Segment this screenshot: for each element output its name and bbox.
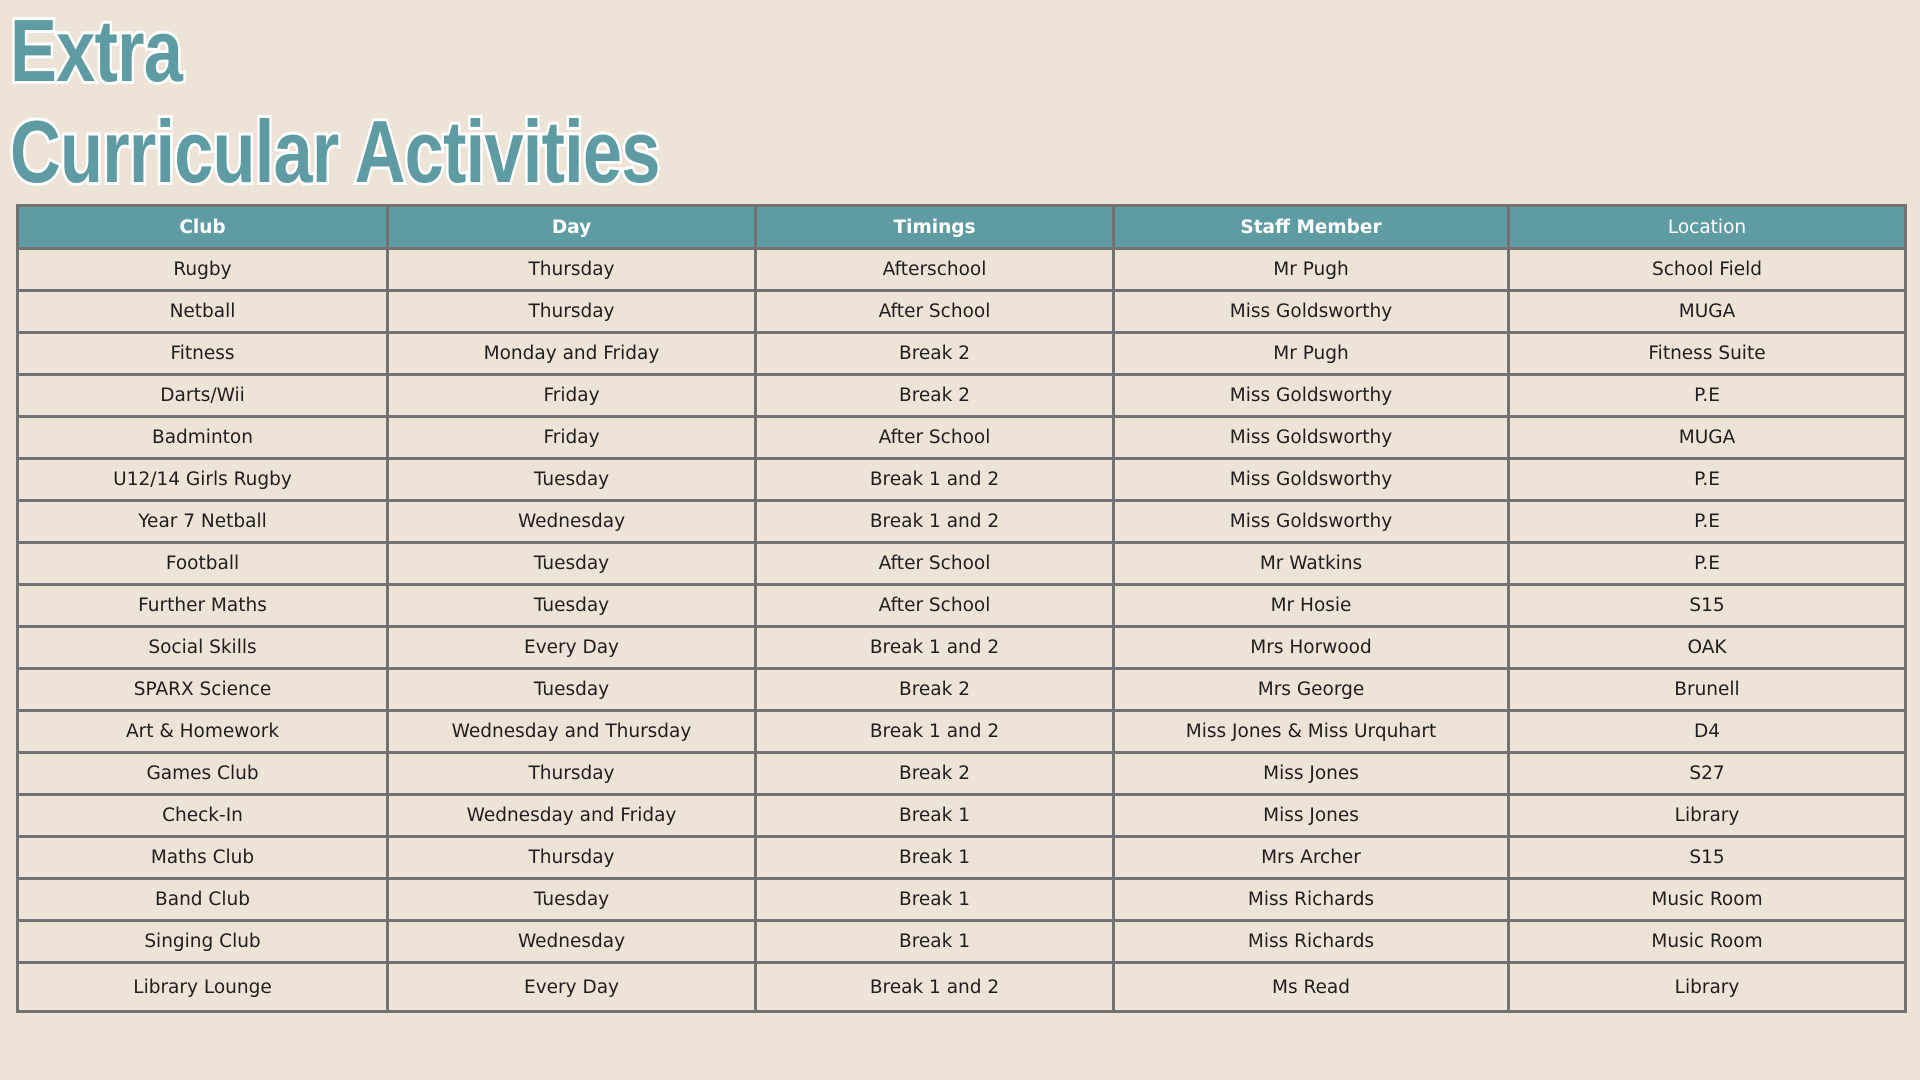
table-row	[18, 795, 1906, 837]
cell-staff-member: Miss Goldsworthy	[1114, 291, 1509, 333]
cell-timings: Break 1 and 2	[756, 501, 1114, 543]
cell-day: Thursday	[388, 837, 756, 879]
table-row	[18, 501, 1906, 543]
table-row	[18, 711, 1906, 753]
cell-club: Art & Homework	[18, 711, 388, 753]
cell-location: MUGA	[1509, 291, 1906, 333]
cell-staff-member: Miss Jones	[1114, 753, 1509, 795]
activities-table	[16, 204, 1907, 1013]
cell-club: Year 7 Netball	[18, 501, 388, 543]
cell-club: Football	[18, 543, 388, 585]
cell-staff-member: Mrs Horwood	[1114, 627, 1509, 669]
table-row	[18, 375, 1906, 417]
cell-day: Wednesday	[388, 921, 756, 963]
cell-location: Library	[1509, 795, 1906, 837]
table-row	[18, 879, 1906, 921]
cell-club: Library Lounge	[18, 963, 388, 1012]
cell-location: S15	[1509, 837, 1906, 879]
cell-timings: Afterschool	[756, 249, 1114, 291]
cell-timings: Break 1	[756, 837, 1114, 879]
cell-staff-member: Mrs Archer	[1114, 837, 1509, 879]
cell-timings: After School	[756, 291, 1114, 333]
cell-location: Music Room	[1509, 921, 1906, 963]
cell-day: Thursday	[388, 291, 756, 333]
cell-timings: Break 2	[756, 669, 1114, 711]
cell-location: P.E	[1509, 459, 1906, 501]
cell-timings: Break 1 and 2	[756, 627, 1114, 669]
cell-location: Fitness Suite	[1509, 333, 1906, 375]
cell-staff-member: Mr Watkins	[1114, 543, 1509, 585]
cell-day: Friday	[388, 417, 756, 459]
cell-staff-member: Miss Jones & Miss Urquhart	[1114, 711, 1509, 753]
table-row	[18, 291, 1906, 333]
header-staff-member: Staff Member	[1114, 206, 1509, 249]
cell-location: School Field	[1509, 249, 1906, 291]
cell-staff-member: Mr Pugh	[1114, 333, 1509, 375]
cell-day: Thursday	[388, 753, 756, 795]
cell-location: Music Room	[1509, 879, 1906, 921]
cell-club: Social Skills	[18, 627, 388, 669]
cell-timings: Break 1	[756, 795, 1114, 837]
cell-staff-member: Ms Read	[1114, 963, 1509, 1012]
cell-timings: Break 1 and 2	[756, 459, 1114, 501]
cell-club: Singing Club	[18, 921, 388, 963]
table-row	[18, 543, 1906, 585]
cell-timings: Break 2	[756, 333, 1114, 375]
cell-staff-member: Miss Goldsworthy	[1114, 459, 1509, 501]
cell-staff-member: Miss Goldsworthy	[1114, 375, 1509, 417]
page-title	[10, 0, 660, 202]
cell-club: Check-In	[18, 795, 388, 837]
cell-staff-member: Miss Jones	[1114, 795, 1509, 837]
table-row	[18, 585, 1906, 627]
table-row	[18, 459, 1906, 501]
cell-staff-member: Miss Richards	[1114, 879, 1509, 921]
cell-location: P.E	[1509, 501, 1906, 543]
cell-timings: After School	[756, 417, 1114, 459]
cell-club: Netball	[18, 291, 388, 333]
cell-club: Games Club	[18, 753, 388, 795]
cell-timings: Break 2	[756, 753, 1114, 795]
table-row	[18, 417, 1906, 459]
cell-location: D4	[1509, 711, 1906, 753]
cell-timings: Break 1	[756, 921, 1114, 963]
cell-location: P.E	[1509, 543, 1906, 585]
cell-day: Tuesday	[388, 459, 756, 501]
cell-location: Library	[1509, 963, 1906, 1012]
cell-club: Badminton	[18, 417, 388, 459]
title-line-1: Extra	[10, 1, 183, 100]
cell-location: MUGA	[1509, 417, 1906, 459]
cell-timings: After School	[756, 585, 1114, 627]
cell-staff-member: Miss Goldsworthy	[1114, 501, 1509, 543]
cell-staff-member: Miss Richards	[1114, 921, 1509, 963]
cell-day: Tuesday	[388, 585, 756, 627]
table-row	[18, 627, 1906, 669]
table-row	[18, 963, 1906, 1012]
cell-day: Tuesday	[388, 543, 756, 585]
cell-staff-member: Miss Goldsworthy	[1114, 417, 1509, 459]
cell-day: Every Day	[388, 963, 756, 1012]
cell-timings: Break 1	[756, 879, 1114, 921]
cell-day: Friday	[388, 375, 756, 417]
cell-location: P.E	[1509, 375, 1906, 417]
header-club: Club	[18, 206, 388, 249]
table-header-row	[18, 206, 1906, 249]
header-timings: Timings	[756, 206, 1114, 249]
table-row	[18, 669, 1906, 711]
header-location: Location	[1509, 206, 1906, 249]
cell-club: Rugby	[18, 249, 388, 291]
cell-staff-member: Mr Pugh	[1114, 249, 1509, 291]
cell-day: Tuesday	[388, 669, 756, 711]
cell-location: Brunell	[1509, 669, 1906, 711]
header-day: Day	[388, 206, 756, 249]
table-row	[18, 921, 1906, 963]
cell-location: S15	[1509, 585, 1906, 627]
cell-day: Wednesday and Thursday	[388, 711, 756, 753]
cell-club: Fitness	[18, 333, 388, 375]
cell-day: Thursday	[388, 249, 756, 291]
table-row	[18, 249, 1906, 291]
cell-day: Every Day	[388, 627, 756, 669]
cell-club: Darts/Wii	[18, 375, 388, 417]
cell-club: Band Club	[18, 879, 388, 921]
cell-day: Wednesday and Friday	[388, 795, 756, 837]
table-row	[18, 753, 1906, 795]
cell-day: Wednesday	[388, 501, 756, 543]
cell-club: U12/14 Girls Rugby	[18, 459, 388, 501]
cell-timings: Break 2	[756, 375, 1114, 417]
cell-staff-member: Mrs George	[1114, 669, 1509, 711]
cell-timings: Break 1 and 2	[756, 963, 1114, 1012]
table-row	[18, 333, 1906, 375]
cell-club: SPARX Science	[18, 669, 388, 711]
cell-location: S27	[1509, 753, 1906, 795]
title-line-2: Curricular Activities	[10, 102, 660, 201]
cell-club: Further Maths	[18, 585, 388, 627]
cell-day: Monday and Friday	[388, 333, 756, 375]
cell-club: Maths Club	[18, 837, 388, 879]
cell-timings: After School	[756, 543, 1114, 585]
cell-staff-member: Mr Hosie	[1114, 585, 1509, 627]
cell-timings: Break 1 and 2	[756, 711, 1114, 753]
table-row	[18, 837, 1906, 879]
cell-location: OAK	[1509, 627, 1906, 669]
cell-day: Tuesday	[388, 879, 756, 921]
